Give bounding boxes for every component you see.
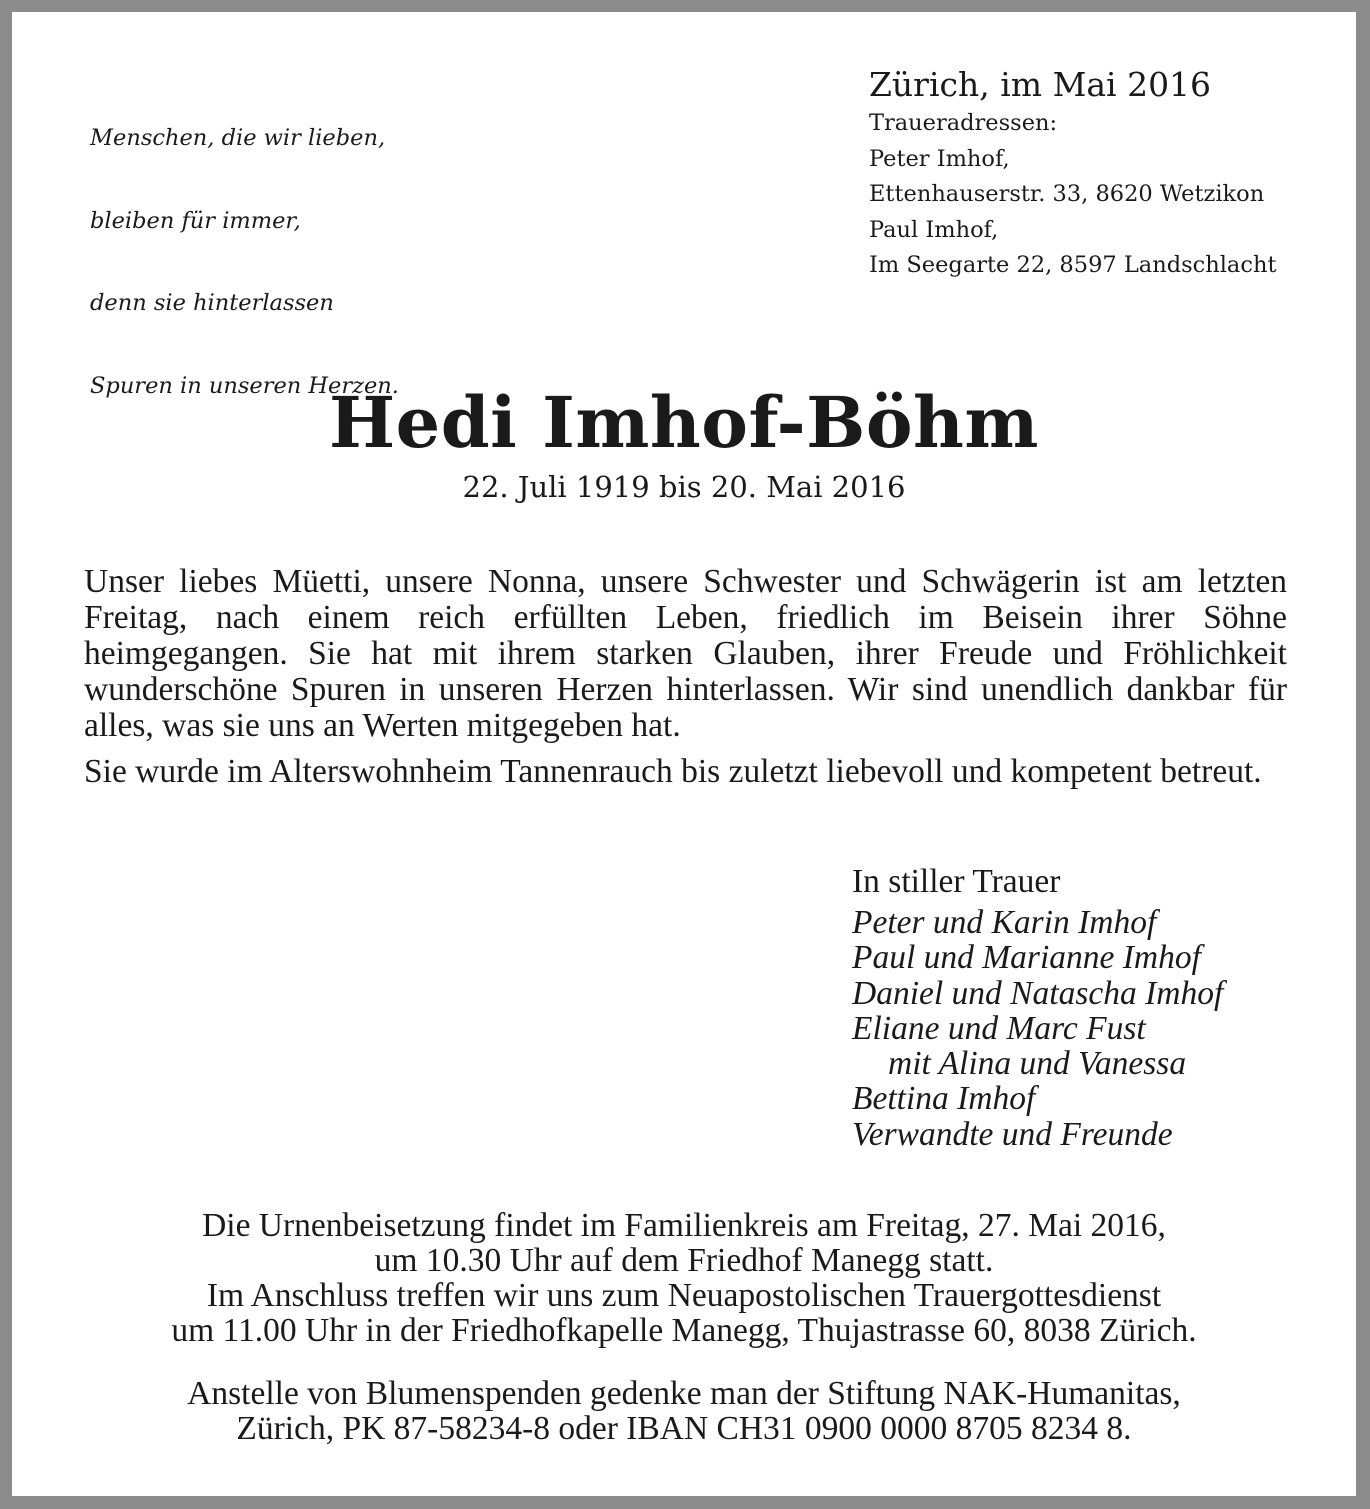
service-line: um 11.00 Uhr in der Friedhofkapelle Manegg, Thujastrasse 60, 8038 Zürich. (171, 1312, 1197, 1349)
service-line: Im Anschluss treffen wir uns zum Neuapostolischen Trauergottesdienst (206, 1277, 1162, 1314)
mourner-name: mit Alina und Vanessa (888, 1045, 1187, 1083)
obituary-paragraph: Unser liebes Müetti, unsere Nonna, unsere Schwester und Schwägerin ist am letzten Freitag, nach einem reich erfüllten Leben, friedlich im Beisein ihrer Söhne heimgegangen. Sie hat mit ihrem starken Glauben, ihrer Freude und Fröhlichkeit wunderschöne Spuren in unseren Herzen hinterlassen. Wir sind unendlich dankbar für alles, was sie uns an Werten mitgegeben hat. (84, 563, 1287, 744)
address-line: Ettenhauserstr. 33, 8620 Wetzikon (869, 181, 1265, 207)
mourner-name: Eliane und Marc Fust (852, 1009, 1146, 1047)
service-line: um 10.30 Uhr auf dem Friedhof Manegg statt. (374, 1242, 994, 1279)
donation-line: Anstelle von Blumenspenden gedenke man der Stiftung NAK-Humanitas, (187, 1375, 1181, 1412)
address-line: Im Seegarte 22, 8597 Landschlacht (869, 252, 1277, 278)
mourner-name: Peter und Karin Imhof (852, 904, 1157, 941)
motto-line: Spuren in unseren Herzen. (90, 372, 399, 399)
motto-line: denn sie hinterlassen (90, 290, 334, 316)
mourner-name: Verwandte und Freunde (852, 1115, 1173, 1153)
mourning-address-block (869, 64, 1349, 284)
life-dates: 22. Juli 1919 bis 20. Mai 2016 (462, 470, 906, 504)
address-line: Paul Imhof, (869, 216, 999, 243)
service-information (12, 1208, 1356, 1348)
donation-line: Zürich, PK 87-58234-8 oder IBAN CH31 0900 0000 8705 8234 8. (236, 1410, 1132, 1447)
obituary-paragraph: Sie wurde im Alterswohnheim Tannenrauch bis zuletzt liebevoll und kompetent betreut. (84, 753, 1262, 790)
address-line: Peter Imhof, (869, 145, 1010, 172)
obituary-page (12, 12, 1356, 1496)
place-date: Zürich, im Mai 2016 (869, 65, 1212, 104)
address-heading: Traueradressen: (869, 110, 1058, 136)
mourners-intro: In stiller Trauer (852, 863, 1061, 900)
motto-line: Menschen, die wir lieben, (90, 125, 386, 151)
donation-information (12, 1376, 1356, 1446)
motto-line: bleiben für immer, (90, 207, 301, 234)
mourners-list (852, 862, 1352, 1152)
mourner-name: Daniel und Natascha Imhof (852, 974, 1224, 1012)
deceased-name: Hedi Imhof-Böhm (329, 381, 1039, 464)
obituary-text (84, 564, 1287, 800)
mourner-name: Paul und Marianne Imhof (852, 939, 1201, 977)
service-line: Die Urnenbeisetzung findet im Familienkreis am Freitag, 27. Mai 2016, (202, 1207, 1166, 1244)
mourner-name: Bettina Imhof (852, 1080, 1036, 1118)
